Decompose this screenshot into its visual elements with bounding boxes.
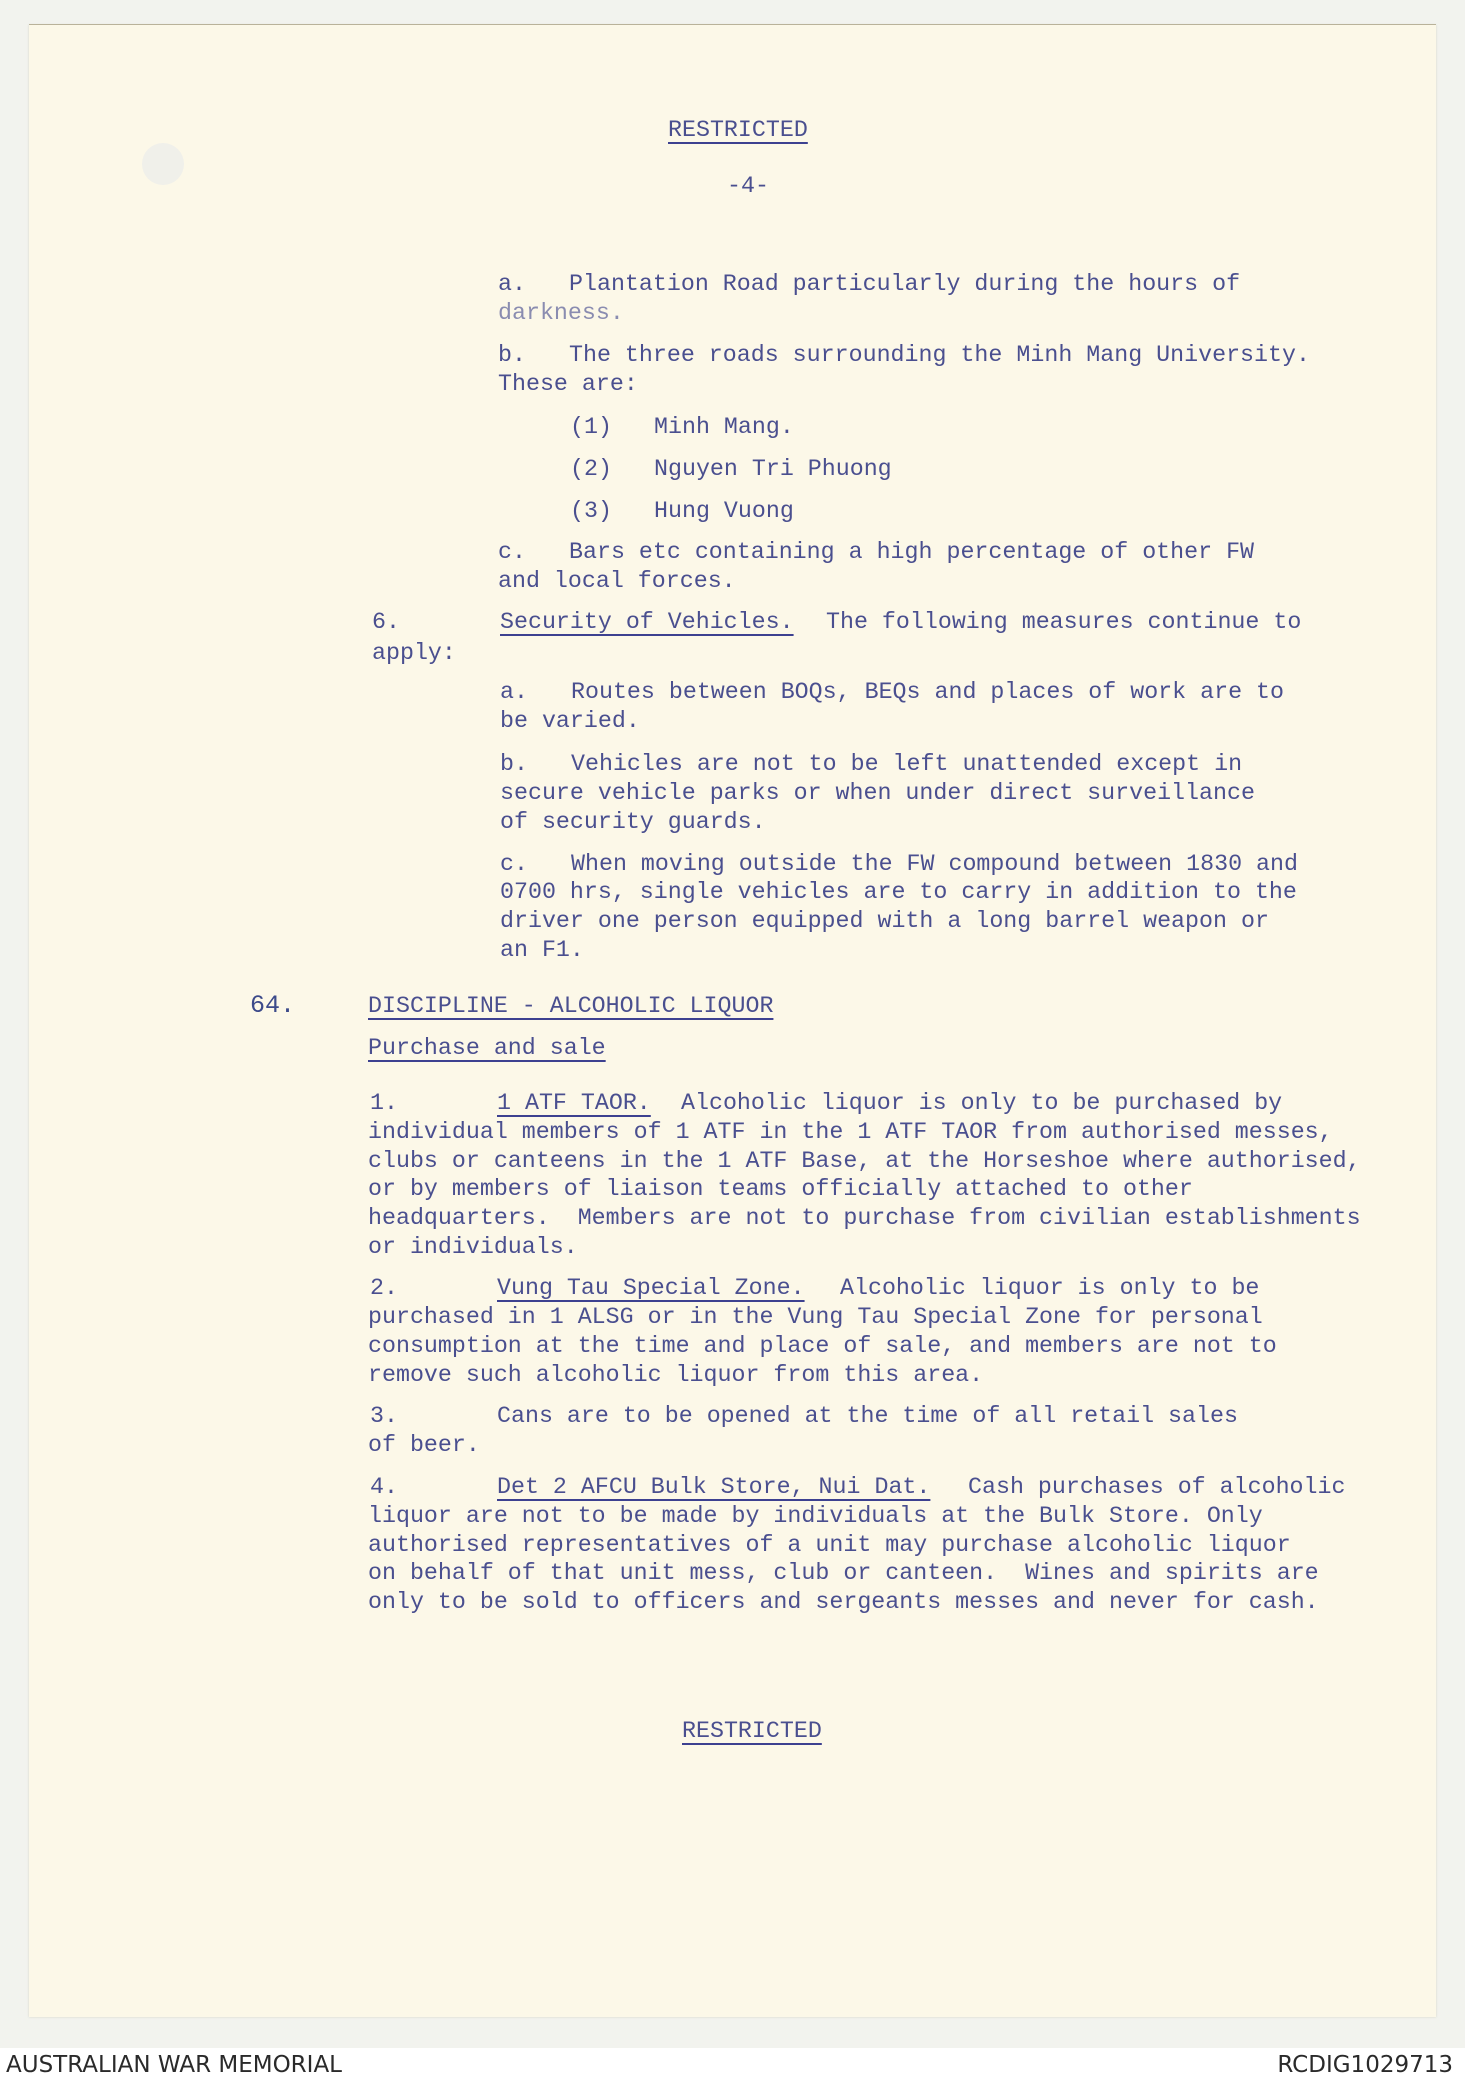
p2-line: consumption at the time and place of sale, and members are not to: [368, 1333, 1277, 1359]
item-c-text: Bars etc containing a high percentage of other FW: [569, 539, 1255, 565]
p3-text: Cans are to be opened at the time of all retail sales: [497, 1403, 1238, 1429]
archive-institution: AUSTRALIAN WAR MEMORIAL: [6, 2052, 342, 2078]
road-number: (3): [570, 498, 612, 524]
p1-line: or by members of liaison teams officially attached to other: [368, 1176, 1193, 1202]
item-b-text: The three roads surrounding the Minh Mang University.: [569, 342, 1310, 368]
p2-line: purchased in 1 ALSG or in the Vung Tau Special Zone for personal: [368, 1304, 1263, 1330]
p1-number: 1.: [370, 1090, 398, 1116]
p2-heading: Vung Tau Special Zone.: [497, 1275, 805, 1301]
classification-footer: RESTRICTED: [682, 1718, 822, 1744]
section-title: DISCIPLINE - ALCOHOLIC LIQUOR: [368, 993, 774, 1019]
p4-heading: Det 2 AFCU Bulk Store, Nui Dat.: [497, 1474, 931, 1500]
road-number: (1): [570, 414, 612, 440]
section-subtitle: Purchase and sale: [368, 1035, 606, 1061]
p1-line: headquarters. Members are not to purchase from civilian establishments: [368, 1205, 1361, 1231]
p1-line: clubs or canteens in the 1 ATF Base, at the Horseshoe where authorised,: [368, 1148, 1361, 1174]
p2-number: 2.: [370, 1275, 398, 1301]
archive-record-id: RCDIG1029713: [1277, 2052, 1453, 2078]
classification-header: RESTRICTED: [668, 117, 808, 143]
para-6-c-line: When moving outside the FW compound between 1830 and: [571, 851, 1298, 877]
item-a-text-cont: darkness.: [498, 300, 624, 326]
p2-line: remove such alcoholic liquor from this area.: [368, 1362, 984, 1388]
road-name: Minh Mang.: [654, 414, 794, 440]
para-6-b-label: b.: [500, 751, 528, 777]
page-number: -4-: [727, 173, 769, 199]
para-6-c-label: c.: [500, 851, 528, 877]
para-6-text: The following measures continue to: [826, 609, 1302, 635]
p3-line: of beer.: [368, 1432, 480, 1458]
p1-line: individual members of 1 ATF in the 1 ATF TAOR from authorised messes,: [368, 1119, 1333, 1145]
p1-text: Alcoholic liquor is only to be purchased by: [681, 1090, 1283, 1116]
para-6-heading: Security of Vehicles.: [500, 609, 794, 635]
para-6-c-line: 0700 hrs, single vehicles are to carry in addition to the: [500, 879, 1297, 905]
para-6-a-line: Routes between BOQs, BEQs and places of work are to: [571, 679, 1285, 705]
p1-heading: 1 ATF TAOR.: [497, 1090, 651, 1116]
para-6-text-cont: apply:: [372, 640, 456, 666]
p2-text: Alcoholic liquor is only to be: [840, 1275, 1260, 1301]
para-6-b-line: of security guards.: [500, 809, 766, 835]
road-name: Nguyen Tri Phuong: [654, 456, 892, 482]
punch-hole: [142, 143, 184, 185]
item-c-label: c.: [498, 539, 526, 565]
p4-line: only to be sold to officers and sergeants messes and never for cash.: [368, 1589, 1319, 1615]
p4-text: Cash purchases of alcoholic: [968, 1474, 1346, 1500]
para-6-c-line: an F1.: [500, 937, 584, 963]
p3-number: 3.: [370, 1403, 398, 1429]
section-number: 64.: [250, 991, 296, 1020]
item-b-label: b.: [498, 342, 526, 368]
p4-line: authorised representatives of a unit may purchase alcoholic liquor: [368, 1532, 1291, 1558]
para-6-b-line: secure vehicle parks or when under direct surveillance: [500, 780, 1255, 806]
item-a-label: a.: [498, 271, 526, 297]
para-6-number: 6.: [372, 609, 400, 635]
road-number: (2): [570, 456, 612, 482]
para-6-b-line: Vehicles are not to be left unattended except in: [571, 751, 1243, 777]
para-6-a-label: a.: [500, 679, 528, 705]
item-c-text-cont: and local forces.: [498, 568, 736, 594]
p4-line: liquor are not to be made by individuals at the Bulk Store. Only: [368, 1503, 1263, 1529]
item-a-text: Plantation Road particularly during the hours of: [569, 271, 1241, 297]
para-6-a-line: be varied.: [500, 708, 640, 734]
p1-line: or individuals.: [368, 1234, 578, 1260]
p4-number: 4.: [370, 1474, 398, 1500]
item-b-text-cont: These are:: [498, 371, 638, 397]
para-6-c-line: driver one person equipped with a long barrel weapon or: [500, 908, 1269, 934]
p4-line: on behalf of that unit mess, club or canteen. Wines and spirits are: [368, 1560, 1319, 1586]
road-name: Hung Vuong: [654, 498, 794, 524]
